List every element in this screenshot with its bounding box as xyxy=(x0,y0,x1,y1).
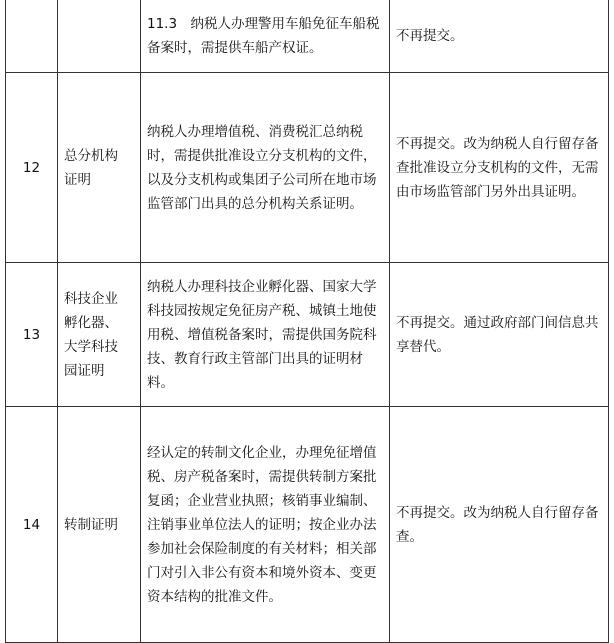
requirement-text: 11.3 纳税人办理警用车船免征车船税备案时，需提供车船产权证。 xyxy=(141,0,390,73)
table-row xyxy=(6,263,609,407)
table-row xyxy=(6,73,609,263)
certificate-name-line: 孵化器、 xyxy=(64,314,118,331)
certificate-name xyxy=(58,73,141,263)
requirement-text: 纳税人办理增值税、消费税汇总纳税时，需提供批准设立分支机构的文件，以及分支机构或集团子公司所在地市场监管部门出具的总分机构关系证明。 xyxy=(141,73,390,263)
certificate-name xyxy=(58,407,141,643)
result-text: 不再提交。改为纳税人自行留存备查。 xyxy=(390,407,609,643)
certificate-table xyxy=(5,0,609,643)
result-text: 不再提交。改为纳税人自行留存备查批准设立分支机构的文件，无需由市场监管部门另外出具证明。 xyxy=(390,73,609,263)
row-number: 12 xyxy=(6,73,58,263)
certificate-name-line: 科技企业 xyxy=(64,290,118,307)
certificate-name-line: 园证明 xyxy=(64,362,105,379)
certificate-name xyxy=(58,263,141,407)
certificate-name-line: 大学科技 xyxy=(64,338,118,355)
certificate-name xyxy=(58,0,141,73)
requirement-text: 纳税人办理科技企业孵化器、国家大学科技园按规定免征房产税、城镇土地使用税、增值税备案时，需提供国务院科技、教育行政主管部门出具的证明材料。 xyxy=(141,263,390,407)
certificate-name-line: 证明 xyxy=(64,171,91,188)
table-row xyxy=(6,407,609,643)
result-text: 不再提交。通过政府部门间信息共享替代。 xyxy=(390,263,609,407)
table-row xyxy=(6,0,609,73)
result-text: 不再提交。 xyxy=(390,0,609,73)
requirement-text: 经认定的转制文化企业，办理免征增值税、房产税备案时，需提供转制方案批复函；企业营业执照；核销事业编制、注销事业单位法人的证明；按企业办法参加社会保险制度的有关材料；相关部门对引入非公有资本和境外资本、变更资本结构的批准文件。 xyxy=(141,407,390,643)
row-number: 13 xyxy=(6,263,58,407)
certificate-name-line: 转制证明 xyxy=(64,516,118,533)
row-number xyxy=(6,0,58,73)
row-number: 14 xyxy=(6,407,58,643)
certificate-name-line: 总分机构 xyxy=(64,147,118,164)
